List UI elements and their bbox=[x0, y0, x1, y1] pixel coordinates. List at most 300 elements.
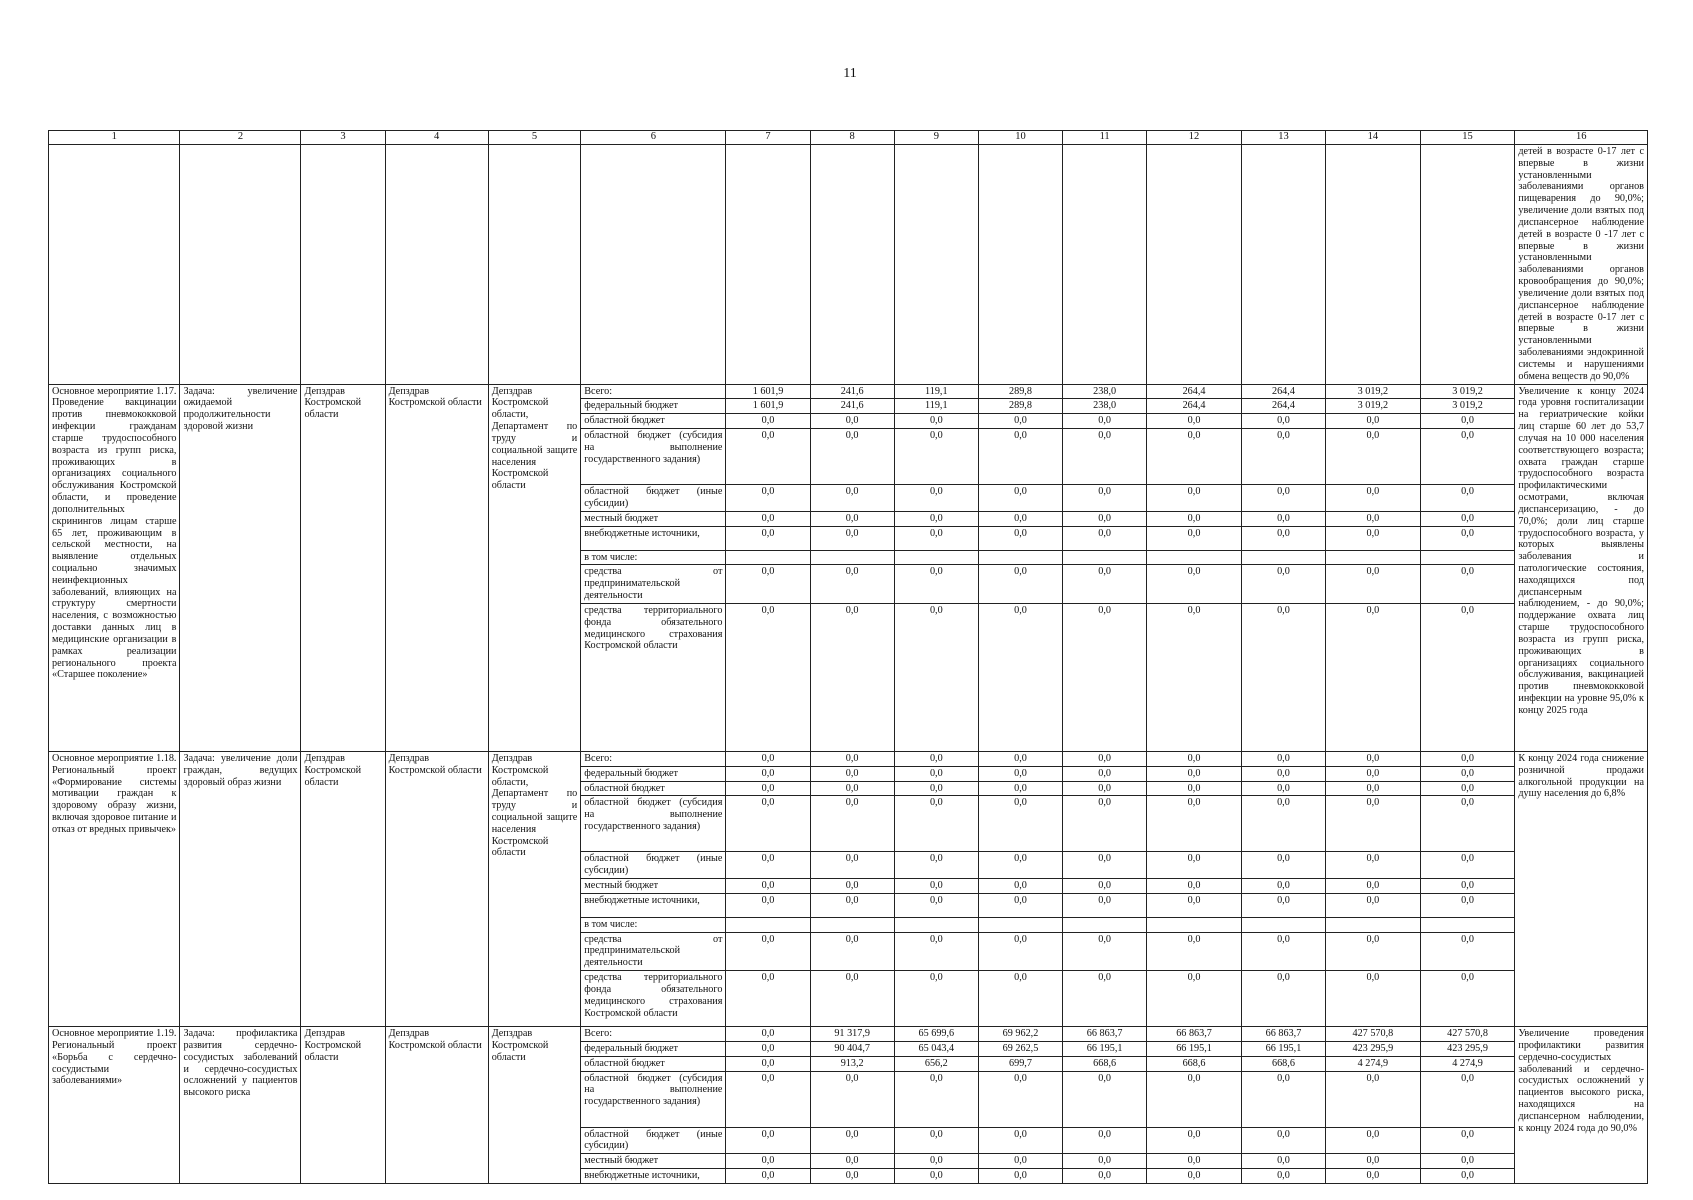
value-cell: 0,0 bbox=[1147, 511, 1242, 526]
value-cell: 0,0 bbox=[1063, 414, 1147, 429]
value-cell: 0,0 bbox=[810, 1169, 894, 1184]
value-cell: 0,0 bbox=[1063, 852, 1147, 879]
value-cell: 4 274,9 bbox=[1326, 1056, 1421, 1071]
result-cell: К концу 2024 года снижение розничной продажи алкогольной продукции на душу населения до 6,8% bbox=[1515, 751, 1648, 1026]
program-table bbox=[48, 130, 1648, 1184]
value-cell: 0,0 bbox=[978, 878, 1062, 893]
value-cell: 264,4 bbox=[1241, 399, 1325, 414]
value-cell: 0,0 bbox=[1147, 751, 1242, 766]
value-cell: 0,0 bbox=[1241, 565, 1325, 603]
value-cell: 668,6 bbox=[1147, 1056, 1242, 1071]
value-cell: 0,0 bbox=[726, 565, 810, 603]
funding-source: средства от предпринимательской деятельности bbox=[581, 565, 726, 603]
value-cell: 0,0 bbox=[1326, 852, 1421, 879]
value-cell: 65 043,4 bbox=[894, 1041, 978, 1056]
value-cell: 0,0 bbox=[726, 971, 810, 1027]
value-cell: 0,0 bbox=[1063, 932, 1147, 970]
value-cell: 0,0 bbox=[1326, 603, 1421, 751]
value-cell: 0,0 bbox=[1420, 603, 1515, 751]
column-number-5: 5 bbox=[488, 131, 581, 145]
value-cell: 66 863,7 bbox=[1241, 1027, 1325, 1042]
value-cell: 0,0 bbox=[1241, 1071, 1325, 1127]
value-cell: 0,0 bbox=[1420, 565, 1515, 603]
funding-source: в том числе: bbox=[581, 917, 726, 932]
funding-source: средства территориального фонда обязательного медицинского страхования Костромской области bbox=[581, 971, 726, 1027]
value-cell: 0,0 bbox=[1326, 971, 1421, 1027]
value-cell: 427 570,8 bbox=[1326, 1027, 1421, 1042]
value-cell: 0,0 bbox=[1147, 1127, 1242, 1154]
value-cell: 264,4 bbox=[1147, 384, 1242, 399]
column-number-row bbox=[49, 131, 1648, 145]
value-cell: 0,0 bbox=[1420, 796, 1515, 852]
value-cell: 0,0 bbox=[1147, 565, 1242, 603]
column-number-9: 9 bbox=[894, 131, 978, 145]
value-cell: 0,0 bbox=[726, 893, 810, 917]
value-cell: 0,0 bbox=[1063, 766, 1147, 781]
empty-cell bbox=[1063, 145, 1147, 385]
funding-row bbox=[49, 384, 1648, 399]
value-cell: 0,0 bbox=[1420, 1154, 1515, 1169]
value-cell: 0,0 bbox=[1241, 932, 1325, 970]
value-cell: 0,0 bbox=[726, 781, 810, 796]
value-cell: 0,0 bbox=[810, 971, 894, 1027]
value-cell: 0,0 bbox=[1147, 526, 1242, 550]
value-cell: 3 019,2 bbox=[1326, 384, 1421, 399]
value-cell: 0,0 bbox=[726, 414, 810, 429]
value-cell: 0,0 bbox=[978, 1169, 1062, 1184]
value-cell: 0,0 bbox=[1241, 1154, 1325, 1169]
funding-source: в том числе: bbox=[581, 550, 726, 565]
value-cell bbox=[1326, 917, 1421, 932]
funding-source: областной бюджет (иные субсидии) bbox=[581, 485, 726, 512]
empty-cell bbox=[385, 145, 488, 385]
funding-source: местный бюджет bbox=[581, 878, 726, 893]
value-cell: 0,0 bbox=[894, 1071, 978, 1127]
empty-cell bbox=[301, 145, 385, 385]
value-cell: 0,0 bbox=[1063, 1071, 1147, 1127]
value-cell: 0,0 bbox=[1420, 485, 1515, 512]
value-cell: 264,4 bbox=[1147, 399, 1242, 414]
value-cell: 69 962,2 bbox=[978, 1027, 1062, 1042]
value-cell: 0,0 bbox=[1063, 1127, 1147, 1154]
value-cell: 699,7 bbox=[978, 1056, 1062, 1071]
value-cell: 668,6 bbox=[1241, 1056, 1325, 1071]
funding-source: Всего: bbox=[581, 384, 726, 399]
empty-cell bbox=[1420, 145, 1515, 385]
value-cell: 66 195,1 bbox=[1147, 1041, 1242, 1056]
value-cell: 4 274,9 bbox=[1420, 1056, 1515, 1071]
value-cell: 0,0 bbox=[978, 1154, 1062, 1169]
value-cell: 0,0 bbox=[1326, 878, 1421, 893]
value-cell: 0,0 bbox=[978, 893, 1062, 917]
value-cell: 0,0 bbox=[1326, 1154, 1421, 1169]
funding-source: средства от предпринимательской деятельности bbox=[581, 932, 726, 970]
task-cell: Задача: профилактика развития сердечно-сосудистых заболеваний и сердечно-сосудистых осложнений у пациентов высокого риска bbox=[180, 1027, 301, 1184]
value-cell: 0,0 bbox=[810, 878, 894, 893]
value-cell: 0,0 bbox=[894, 511, 978, 526]
value-cell: 66 195,1 bbox=[1241, 1041, 1325, 1056]
value-cell: 0,0 bbox=[1063, 603, 1147, 751]
funding-source: областной бюджет (иные субсидии) bbox=[581, 1127, 726, 1154]
value-cell: 0,0 bbox=[726, 1027, 810, 1042]
value-cell: 0,0 bbox=[894, 932, 978, 970]
value-cell bbox=[1147, 917, 1242, 932]
value-cell: 0,0 bbox=[1147, 1154, 1242, 1169]
value-cell: 0,0 bbox=[1326, 414, 1421, 429]
empty-cell bbox=[1241, 145, 1325, 385]
customer-cell: Депздрав Костромской области bbox=[385, 1027, 488, 1184]
value-cell: 0,0 bbox=[726, 526, 810, 550]
value-cell: 0,0 bbox=[810, 1154, 894, 1169]
value-cell: 264,4 bbox=[1241, 384, 1325, 399]
column-number-15: 15 bbox=[1420, 131, 1515, 145]
value-cell: 0,0 bbox=[1420, 1127, 1515, 1154]
value-cell: 0,0 bbox=[1241, 751, 1325, 766]
value-cell: 0,0 bbox=[726, 1041, 810, 1056]
participants-cell: Депздрав Костромской области, Департамент по труду и социальной защите населения Костромской области bbox=[488, 751, 581, 1026]
funding-row bbox=[49, 1027, 1648, 1042]
empty-cell bbox=[49, 145, 180, 385]
value-cell: 0,0 bbox=[1241, 893, 1325, 917]
value-cell: 0,0 bbox=[978, 526, 1062, 550]
value-cell: 0,0 bbox=[810, 429, 894, 485]
page-number: 11 bbox=[843, 66, 857, 81]
value-cell: 0,0 bbox=[1420, 971, 1515, 1027]
value-cell: 0,0 bbox=[1063, 1154, 1147, 1169]
column-number-1: 1 bbox=[49, 131, 180, 145]
value-cell: 0,0 bbox=[1420, 511, 1515, 526]
value-cell bbox=[1063, 917, 1147, 932]
value-cell: 0,0 bbox=[978, 603, 1062, 751]
funding-source: местный бюджет bbox=[581, 1154, 726, 1169]
value-cell: 0,0 bbox=[1326, 526, 1421, 550]
value-cell: 0,0 bbox=[810, 796, 894, 852]
value-cell: 0,0 bbox=[810, 852, 894, 879]
customer-cell: Депздрав Костромской области bbox=[385, 384, 488, 751]
column-number-2: 2 bbox=[180, 131, 301, 145]
value-cell: 0,0 bbox=[978, 414, 1062, 429]
value-cell: 0,0 bbox=[1326, 1127, 1421, 1154]
funding-source: внебюджетные источники, bbox=[581, 1169, 726, 1184]
value-cell: 0,0 bbox=[726, 1056, 810, 1071]
value-cell: 0,0 bbox=[1420, 781, 1515, 796]
funding-source: федеральный бюджет bbox=[581, 766, 726, 781]
value-cell: 91 317,9 bbox=[810, 1027, 894, 1042]
column-number-8: 8 bbox=[810, 131, 894, 145]
value-cell: 65 699,6 bbox=[894, 1027, 978, 1042]
value-cell: 0,0 bbox=[1063, 751, 1147, 766]
value-cell: 241,6 bbox=[810, 384, 894, 399]
value-cell bbox=[894, 917, 978, 932]
task-cell: Задача: увеличение ожидаемой продолжительности здоровой жизни bbox=[180, 384, 301, 751]
column-number-13: 13 bbox=[1241, 131, 1325, 145]
value-cell: 0,0 bbox=[1147, 766, 1242, 781]
value-cell: 0,0 bbox=[978, 751, 1062, 766]
value-cell: 0,0 bbox=[1326, 781, 1421, 796]
value-cell: 0,0 bbox=[1241, 766, 1325, 781]
customer-cell: Депздрав Костромской области bbox=[385, 751, 488, 1026]
value-cell: 0,0 bbox=[726, 1071, 810, 1127]
value-cell: 0,0 bbox=[1420, 766, 1515, 781]
value-cell: 0,0 bbox=[726, 751, 810, 766]
funding-source: областной бюджет (субсидия на выполнение государственного задания) bbox=[581, 1071, 726, 1127]
value-cell: 0,0 bbox=[1326, 565, 1421, 603]
funding-source: областной бюджет (иные субсидии) bbox=[581, 852, 726, 879]
executor-cell: Депздрав Костромской области bbox=[301, 384, 385, 751]
funding-source: федеральный бюджет bbox=[581, 399, 726, 414]
value-cell: 0,0 bbox=[810, 485, 894, 512]
value-cell bbox=[894, 550, 978, 565]
value-cell: 0,0 bbox=[1420, 429, 1515, 485]
value-cell: 0,0 bbox=[1147, 429, 1242, 485]
value-cell: 0,0 bbox=[1326, 796, 1421, 852]
empty-cell bbox=[894, 145, 978, 385]
value-cell: 0,0 bbox=[810, 526, 894, 550]
value-cell: 0,0 bbox=[1326, 1169, 1421, 1184]
value-cell: 0,0 bbox=[894, 603, 978, 751]
value-cell: 0,0 bbox=[894, 526, 978, 550]
value-cell: 0,0 bbox=[1241, 781, 1325, 796]
value-cell: 66 863,7 bbox=[1147, 1027, 1242, 1042]
value-cell: 668,6 bbox=[1063, 1056, 1147, 1071]
value-cell: 66 863,7 bbox=[1063, 1027, 1147, 1042]
participants-cell: Депздрав Костромской области bbox=[488, 1027, 581, 1184]
value-cell: 0,0 bbox=[1063, 485, 1147, 512]
empty-cell bbox=[581, 145, 726, 385]
value-cell: 0,0 bbox=[726, 796, 810, 852]
value-cell: 0,0 bbox=[978, 971, 1062, 1027]
empty-cell bbox=[180, 145, 301, 385]
column-number-4: 4 bbox=[385, 131, 488, 145]
funding-source: внебюджетные источники, bbox=[581, 526, 726, 550]
value-cell: 0,0 bbox=[894, 565, 978, 603]
value-cell: 656,2 bbox=[894, 1056, 978, 1071]
value-cell: 0,0 bbox=[1241, 1169, 1325, 1184]
value-cell: 0,0 bbox=[1420, 751, 1515, 766]
value-cell: 0,0 bbox=[1420, 414, 1515, 429]
value-cell: 0,0 bbox=[978, 565, 1062, 603]
value-cell: 0,0 bbox=[1063, 878, 1147, 893]
value-cell: 0,0 bbox=[978, 511, 1062, 526]
value-cell: 3 019,2 bbox=[1420, 399, 1515, 414]
value-cell: 0,0 bbox=[1326, 485, 1421, 512]
value-cell: 0,0 bbox=[978, 766, 1062, 781]
funding-source: внебюджетные источники, bbox=[581, 893, 726, 917]
funding-source: областной бюджет bbox=[581, 1056, 726, 1071]
value-cell: 0,0 bbox=[894, 1127, 978, 1154]
value-cell bbox=[978, 917, 1062, 932]
value-cell: 0,0 bbox=[1420, 852, 1515, 879]
value-cell bbox=[1241, 550, 1325, 565]
value-cell: 0,0 bbox=[810, 781, 894, 796]
value-cell: 0,0 bbox=[810, 1071, 894, 1127]
value-cell bbox=[1420, 550, 1515, 565]
value-cell: 0,0 bbox=[1147, 485, 1242, 512]
funding-source: областной бюджет (субсидия на выполнение государственного задания) bbox=[581, 429, 726, 485]
value-cell: 0,0 bbox=[726, 1169, 810, 1184]
value-cell bbox=[810, 917, 894, 932]
column-number-7: 7 bbox=[726, 131, 810, 145]
value-cell: 0,0 bbox=[978, 429, 1062, 485]
value-cell: 0,0 bbox=[978, 1071, 1062, 1127]
event-cell: Основное мероприятие 1.19. Региональный проект «Борьба с сердечно-сосудистыми заболеваниями» bbox=[49, 1027, 180, 1184]
value-cell: 427 570,8 bbox=[1420, 1027, 1515, 1042]
value-cell: 0,0 bbox=[894, 852, 978, 879]
value-cell: 0,0 bbox=[894, 766, 978, 781]
value-cell: 0,0 bbox=[978, 485, 1062, 512]
value-cell: 69 262,5 bbox=[978, 1041, 1062, 1056]
empty-cell bbox=[810, 145, 894, 385]
value-cell: 0,0 bbox=[1241, 878, 1325, 893]
value-cell: 0,0 bbox=[1420, 893, 1515, 917]
value-cell: 0,0 bbox=[810, 511, 894, 526]
value-cell: 0,0 bbox=[1420, 1169, 1515, 1184]
funding-source: Всего: bbox=[581, 751, 726, 766]
value-cell: 0,0 bbox=[1420, 1071, 1515, 1127]
value-cell: 0,0 bbox=[726, 511, 810, 526]
value-cell: 0,0 bbox=[726, 603, 810, 751]
value-cell: 0,0 bbox=[1241, 603, 1325, 751]
empty-cell bbox=[488, 145, 581, 385]
value-cell: 0,0 bbox=[726, 1127, 810, 1154]
value-cell: 0,0 bbox=[1147, 796, 1242, 852]
value-cell: 0,0 bbox=[894, 971, 978, 1027]
value-cell: 0,0 bbox=[1241, 414, 1325, 429]
value-cell: 0,0 bbox=[810, 565, 894, 603]
carryover-row bbox=[49, 145, 1648, 385]
value-cell: 0,0 bbox=[1420, 932, 1515, 970]
value-cell: 119,1 bbox=[894, 384, 978, 399]
value-cell: 0,0 bbox=[1326, 751, 1421, 766]
funding-row bbox=[49, 751, 1648, 766]
value-cell: 423 295,9 bbox=[1420, 1041, 1515, 1056]
value-cell: 0,0 bbox=[978, 796, 1062, 852]
value-cell bbox=[726, 917, 810, 932]
funding-source: областной бюджет bbox=[581, 781, 726, 796]
value-cell: 0,0 bbox=[1063, 429, 1147, 485]
executor-cell: Депздрав Костромской области bbox=[301, 1027, 385, 1184]
value-cell: 0,0 bbox=[726, 878, 810, 893]
value-cell: 0,0 bbox=[894, 1154, 978, 1169]
funding-source: областной бюджет (субсидия на выполнение государственного задания) bbox=[581, 796, 726, 852]
value-cell: 913,2 bbox=[810, 1056, 894, 1071]
value-cell: 241,6 bbox=[810, 399, 894, 414]
value-cell: 0,0 bbox=[1147, 1071, 1242, 1127]
value-cell: 0,0 bbox=[1326, 893, 1421, 917]
value-cell: 1 601,9 bbox=[726, 384, 810, 399]
value-cell: 0,0 bbox=[810, 414, 894, 429]
value-cell: 66 195,1 bbox=[1063, 1041, 1147, 1056]
value-cell: 0,0 bbox=[978, 852, 1062, 879]
value-cell bbox=[978, 550, 1062, 565]
value-cell: 0,0 bbox=[1420, 526, 1515, 550]
value-cell: 0,0 bbox=[894, 878, 978, 893]
value-cell: 0,0 bbox=[894, 1169, 978, 1184]
column-number-3: 3 bbox=[301, 131, 385, 145]
value-cell: 0,0 bbox=[1326, 511, 1421, 526]
value-cell: 0,0 bbox=[1063, 1169, 1147, 1184]
value-cell: 0,0 bbox=[1241, 1127, 1325, 1154]
value-cell: 0,0 bbox=[810, 751, 894, 766]
funding-source: средства территориального фонда обязательного медицинского страхования Костромской области bbox=[581, 603, 726, 751]
value-cell: 0,0 bbox=[726, 932, 810, 970]
value-cell: 0,0 bbox=[1241, 971, 1325, 1027]
value-cell: 0,0 bbox=[1420, 878, 1515, 893]
value-cell: 0,0 bbox=[1241, 526, 1325, 550]
value-cell: 0,0 bbox=[726, 1154, 810, 1169]
value-cell: 0,0 bbox=[978, 781, 1062, 796]
value-cell: 0,0 bbox=[978, 1127, 1062, 1154]
value-cell: 0,0 bbox=[894, 893, 978, 917]
result-cell: Увеличение к концу 2024 года уровня госпитализации на гериатрические койки лиц старше 60 лет до 53,7 случая на 10 000 населения соответствующего возраста; охвата граждан старше трудоспособного возраста профилактическими осмотрами, включая диспансеризацию, - до 70,0%; доли лиц старше трудоспособного возраста, у которых выявлены заболевания и патологические состояния, находящихся под диспансерным наблюдением, - до 90,0%; поддержание охвата лиц старше трудоспособного возраста из групп риска, проживающих в организациях социального обслуживания, вакцинацией против пневмококковой инфекции на уровне 95,0% к концу 2025 года bbox=[1515, 384, 1648, 751]
value-cell: 3 019,2 bbox=[1326, 399, 1421, 414]
value-cell bbox=[1063, 550, 1147, 565]
empty-cell bbox=[1147, 145, 1242, 385]
value-cell: 238,0 bbox=[1063, 384, 1147, 399]
value-cell: 0,0 bbox=[1241, 511, 1325, 526]
funding-source: Всего: bbox=[581, 1027, 726, 1042]
value-cell: 0,0 bbox=[894, 751, 978, 766]
value-cell: 0,0 bbox=[726, 852, 810, 879]
value-cell bbox=[1241, 917, 1325, 932]
empty-cell bbox=[978, 145, 1062, 385]
funding-source: местный бюджет bbox=[581, 511, 726, 526]
task-cell: Задача: увеличение доли граждан, ведущих здоровый образ жизни bbox=[180, 751, 301, 1026]
value-cell: 0,0 bbox=[1326, 429, 1421, 485]
value-cell: 238,0 bbox=[1063, 399, 1147, 414]
funding-source: федеральный бюджет bbox=[581, 1041, 726, 1056]
carryover-result: детей в возрасте 0-17 лет с впервые в жизни установленными заболеваниями органов пищеварения до 90,0%; увеличение доли взятых под диспансерное наблюдение детей в возрасте 0 -17 лет с впервые в жизни установленными заболеваниями органов кровообращения до 90,0%; увеличение доли взятых под диспансерное наблюдение детей в возрасте 0-17 лет с впервые в жизни установленными заболеваниями эндокринной системы и нарушениями обмена веществ до 90,0% bbox=[1515, 145, 1648, 385]
value-cell: 0,0 bbox=[1241, 852, 1325, 879]
value-cell: 289,8 bbox=[978, 384, 1062, 399]
empty-cell bbox=[726, 145, 810, 385]
value-cell: 0,0 bbox=[1147, 971, 1242, 1027]
value-cell: 423 295,9 bbox=[1326, 1041, 1421, 1056]
value-cell bbox=[1420, 917, 1515, 932]
value-cell: 1 601,9 bbox=[726, 399, 810, 414]
value-cell: 0,0 bbox=[810, 766, 894, 781]
column-number-10: 10 bbox=[978, 131, 1062, 145]
value-cell bbox=[1147, 550, 1242, 565]
value-cell: 3 019,2 bbox=[1420, 384, 1515, 399]
value-cell: 0,0 bbox=[1326, 1071, 1421, 1127]
value-cell: 0,0 bbox=[1063, 526, 1147, 550]
value-cell: 0,0 bbox=[894, 414, 978, 429]
value-cell: 0,0 bbox=[1063, 796, 1147, 852]
value-cell: 90 404,7 bbox=[810, 1041, 894, 1056]
value-cell: 0,0 bbox=[1241, 485, 1325, 512]
funding-source: областной бюджет bbox=[581, 414, 726, 429]
value-cell: 0,0 bbox=[1063, 565, 1147, 603]
value-cell: 0,0 bbox=[1147, 781, 1242, 796]
value-cell: 0,0 bbox=[726, 485, 810, 512]
value-cell: 0,0 bbox=[894, 781, 978, 796]
value-cell: 0,0 bbox=[726, 766, 810, 781]
empty-cell bbox=[1326, 145, 1421, 385]
column-number-12: 12 bbox=[1147, 131, 1242, 145]
value-cell: 0,0 bbox=[726, 429, 810, 485]
result-cell: Увеличение проведения профилактики развития сердечно-сосудистых заболеваний и сердечно-сосудистых осложнений у пациентов высокого риска, находящихся на диспансерном наблюдении, к концу 2024 года до 90,0% bbox=[1515, 1027, 1648, 1184]
value-cell: 0,0 bbox=[810, 893, 894, 917]
value-cell: 0,0 bbox=[1063, 511, 1147, 526]
event-cell: Основное мероприятие 1.17. Проведение вакцинации против пневмококковой инфекции гражданам старше трудоспособного возраста из групп риска, проживающих в организациях социального обслуживания Костромской области, и проведение дополнительных скринингов лицам старше 65 лет, проживающим в сельской местности, на выявление отдельных социально значимых неинфекционных заболеваний, влияющих на структуру смертности населения, с возможностью доставки данных лиц в медицинские организации в рамках реализации регионального проекта «Старшее поколение» bbox=[49, 384, 180, 751]
value-cell: 0,0 bbox=[894, 429, 978, 485]
value-cell: 0,0 bbox=[1063, 893, 1147, 917]
executor-cell: Депздрав Костромской области bbox=[301, 751, 385, 1026]
value-cell: 0,0 bbox=[1063, 781, 1147, 796]
value-cell: 0,0 bbox=[1147, 603, 1242, 751]
column-number-16: 16 bbox=[1515, 131, 1648, 145]
